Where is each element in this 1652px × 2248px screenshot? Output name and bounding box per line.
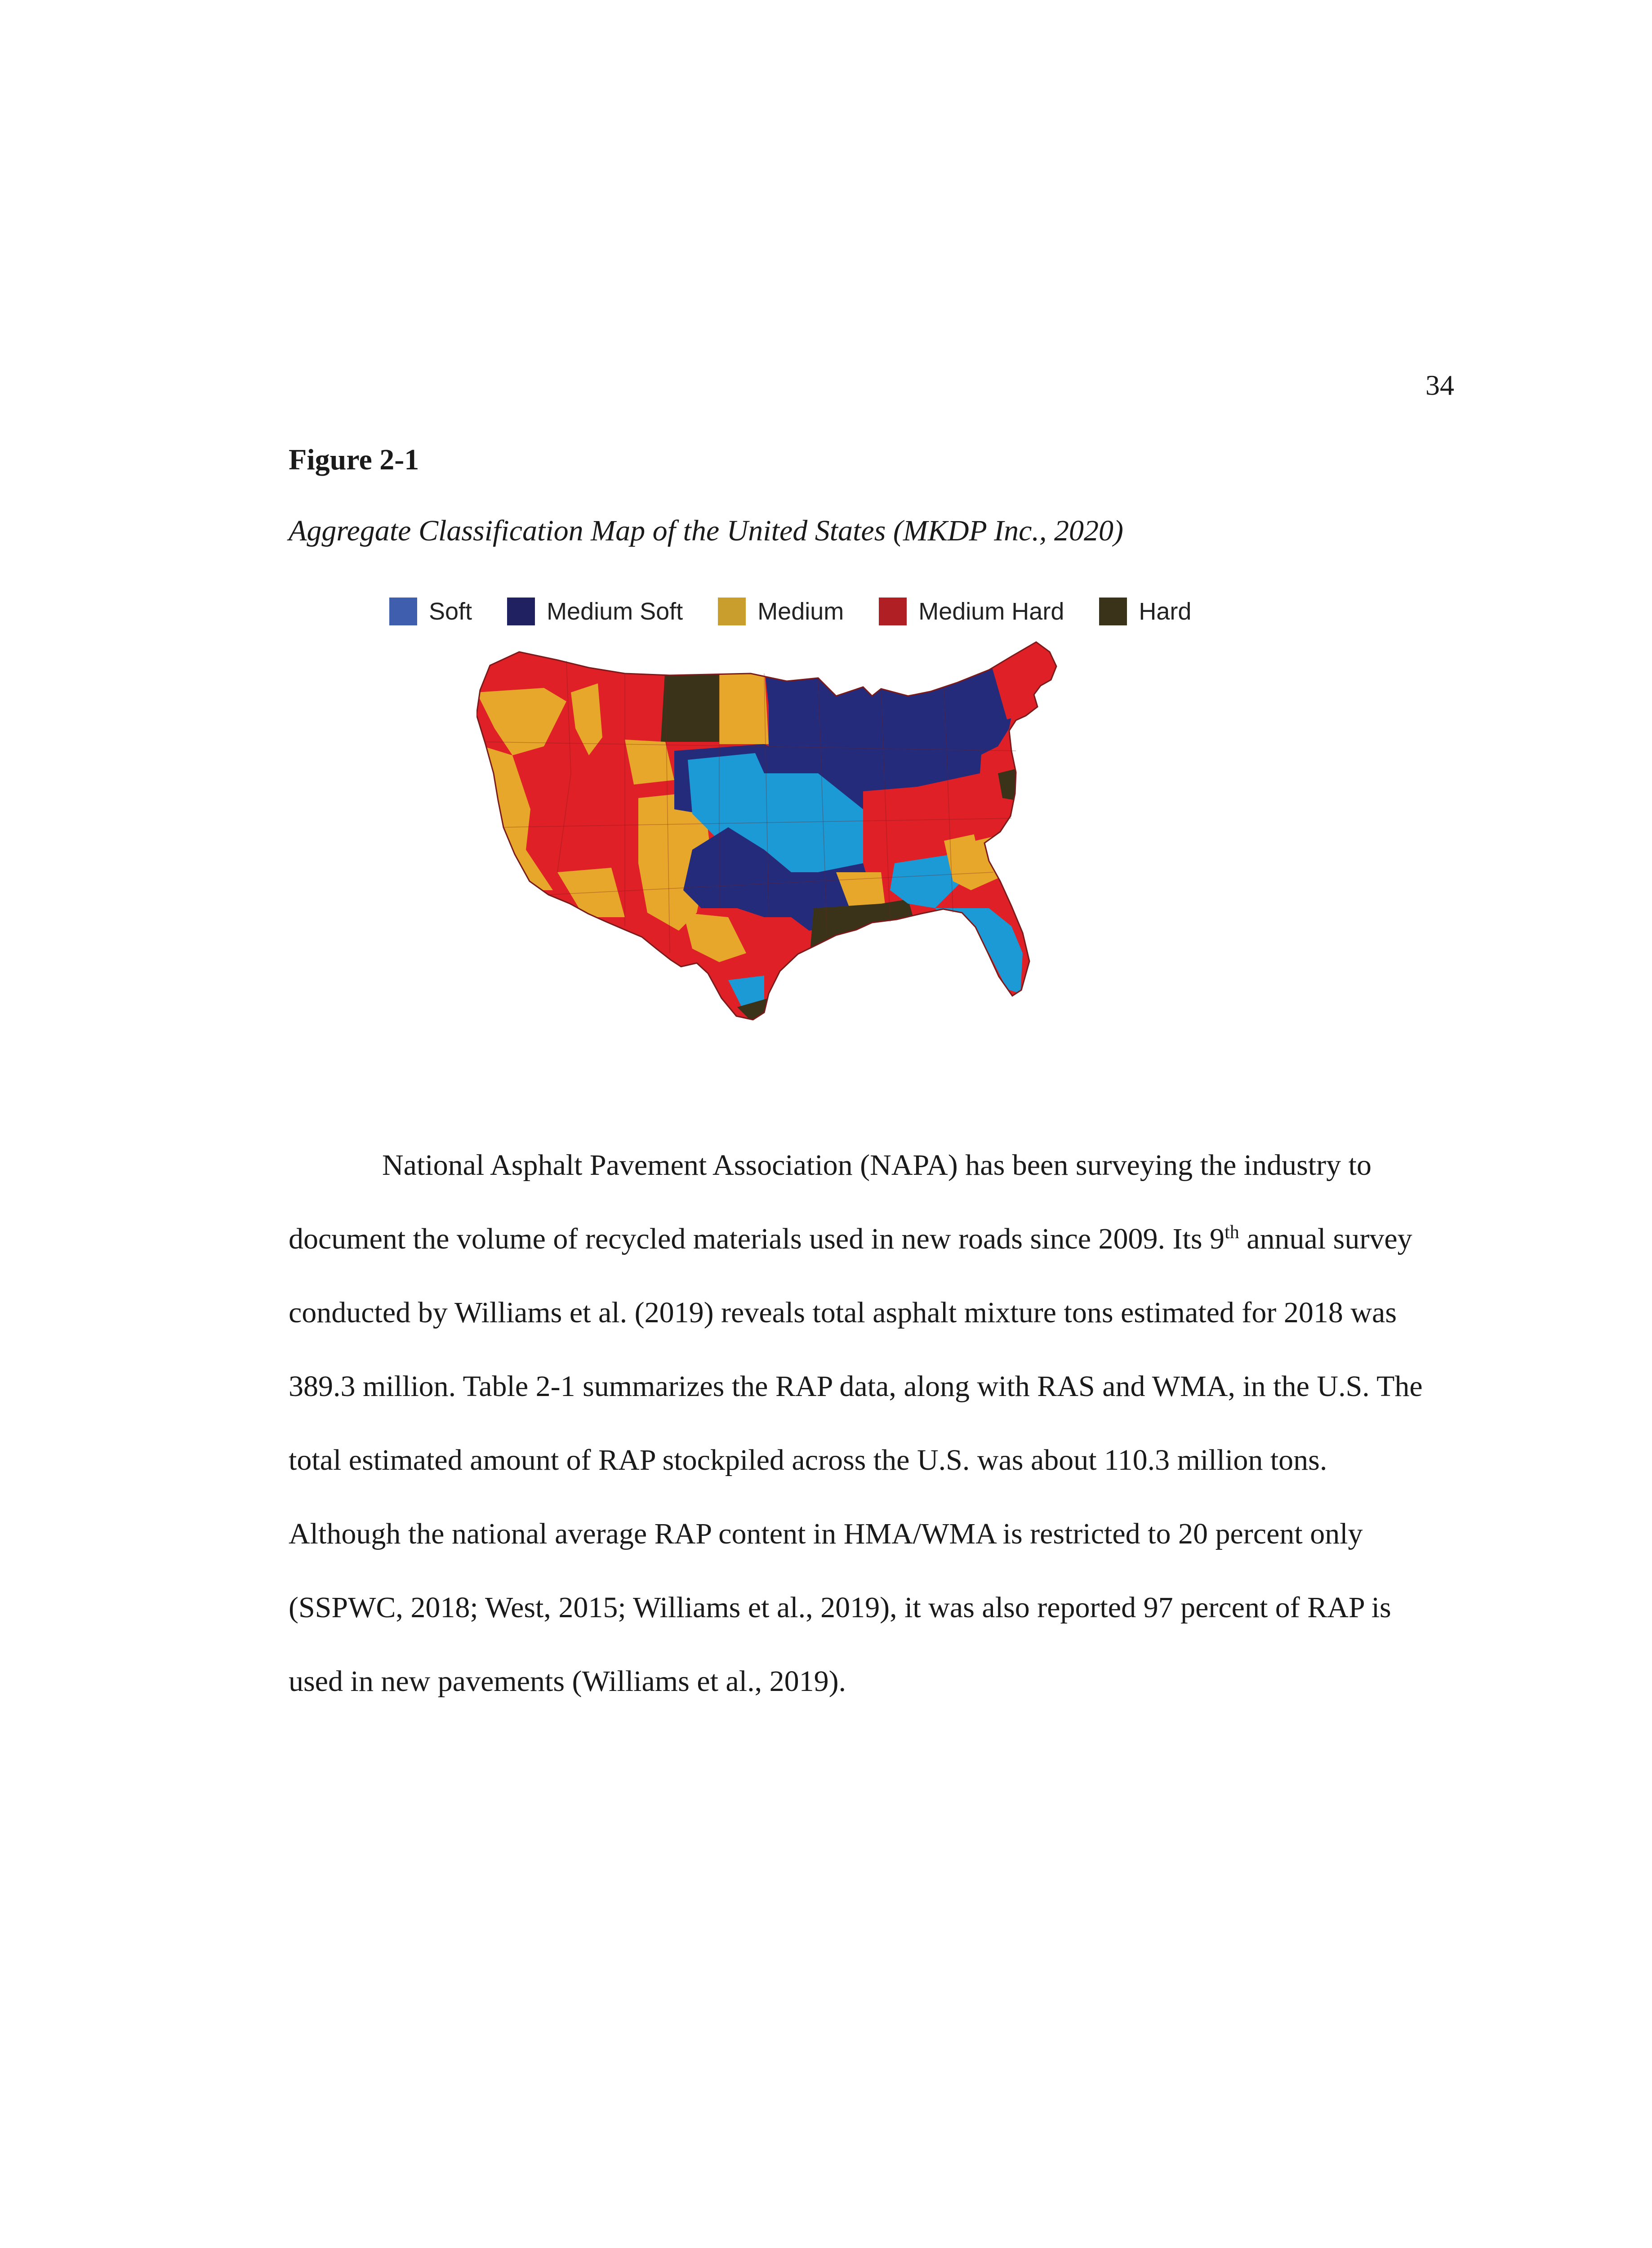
paragraph-napa-survey [289,1128,1439,1718]
legend-label-medium: Medium [757,598,844,625]
ordinal-superscript: th [1225,1222,1239,1243]
us-aggregate-map [476,638,1110,1043]
legend-swatch-medium-soft [507,598,535,625]
map-legend [389,596,1191,627]
figure-label: Figure 2-1 [289,443,419,476]
legend-item-hard [1099,598,1191,625]
legend-label-soft: Soft [429,598,472,625]
us-map-svg [476,638,1110,1043]
legend-swatch-hard [1099,598,1127,625]
paragraph-text-part2: annual survey conducted by Williams et al. (2019) reveals total asphalt mixture tons estimated for 2018 was 389.3 million. Table 2-1 summarizes the RAP data, along with RAS and WMA, in the U.S. The total estimated amount of RAP stockpiled across the U.S. was about 110.3 million tons. Although the national average RAP content in HMA/WMA is restricted to 20 percent only (SSPWC, 2018; West, 2015; Williams et al., 2019), it was also reported 97 percent of RAP is used in new pavements (Williams et al., 2019). [289,1222,1423,1698]
legend-swatch-medium-hard [879,598,907,625]
region-louisiana-mississippi [809,899,917,971]
legend-item-medium-hard [879,598,1064,625]
legend-label-medium-hard: Medium Hard [918,598,1064,625]
legend-swatch-soft [389,598,417,625]
page-number: 34 [1425,369,1454,401]
legend-item-medium [718,598,844,625]
legend-label-medium-soft: Medium Soft [547,598,683,625]
legend-swatch-medium [718,598,746,625]
map-regions [476,638,1110,1043]
legend-item-medium-soft [507,598,683,625]
body-paragraph [289,1128,1439,1718]
figure-caption: Aggregate Classification Map of the United States (MKDP Inc., 2020) [289,514,1123,547]
region-minnesota-west [719,665,769,744]
legend-label-hard: Hard [1139,598,1192,625]
legend-item-soft [389,598,472,625]
region-south-texas-red [782,949,827,989]
paragraph-text-part1: National Asphalt Pavement Association (NAPA) has been surveying the industry to document the volume of recycled materials used in new roads since 2009. Its 9 [289,1149,1371,1255]
region-north-dakota [661,665,719,742]
